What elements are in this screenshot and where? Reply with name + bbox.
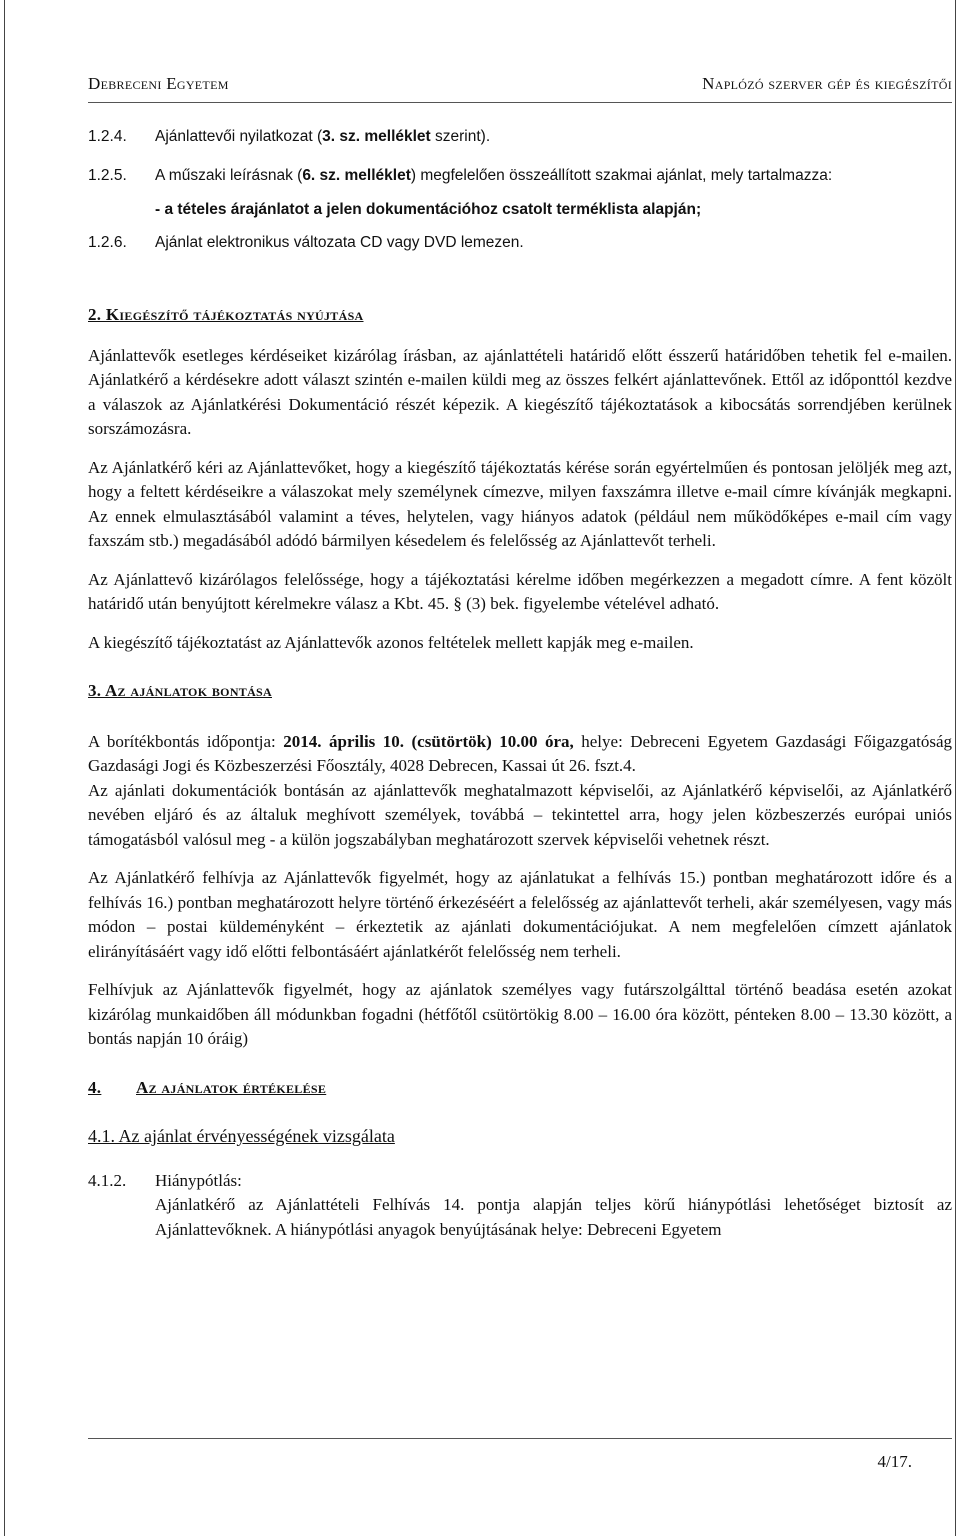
section-2-paragraph-2: Az Ajánlatkérő kéri az Ajánlattevőket, hogy a kiegészítő tájékoztatás kérése során egyértelműen és pontosan jelöljék meg azt, hogy a feltett kérdéseikre a válaszokat mely személynek címezve, milyen faxszámra illetve e-mail címre kívánják megkapni. Az ennek elmulasztásából valamint a téves, helytelen, vagy hiányos adatok (például nem működőképes e-mail cím vagy faxszám stb.) megadásából adódó bármilyen késedelem és felelősség az Ajánlattevőt terheli. [88, 457, 952, 550]
opening-location: helye: Debreceni Egyetem Gazdasági Főigazgatóság Gazdasági Jogi és Közbeszerzési Főosztály, 4028 Debrecen, Kassai út 26. fszt.4. [88, 731, 952, 775]
header-rule [88, 102, 952, 103]
list-item-4-1-2 [88, 1169, 952, 1194]
list-item-1-2-6 [88, 231, 952, 256]
sub-item-text: - a tételes árajánlatot a jelen dokumentációhoz csatolt terméklista alapján; [155, 201, 702, 218]
section-4-heading [88, 1076, 952, 1101]
item-number: 1.2.6. [88, 233, 127, 251]
item-text-bold: 3. sz. melléklet [322, 128, 431, 145]
item-text-bold: 6. sz. melléklet [302, 166, 411, 184]
item-text [155, 125, 952, 150]
sub-item-price-list [88, 198, 952, 223]
page-border-left [4, 0, 5, 1536]
section-3-heading: 3. Az ajánlatok bontása [88, 681, 272, 700]
section-2-heading: 2. Kiegészítő tájékoztatás nyújtása [88, 305, 364, 324]
list-item-1-2-5 [88, 164, 952, 189]
opening-date-label: A borítékbontás időpontja: [88, 731, 284, 751]
page-header [88, 74, 952, 94]
header-document-title: Naplózó szerver gép és kiegészítői [702, 74, 952, 93]
section-3-paragraph-3: Az Ajánlatkérő felhívja az Ajánlattevők figyelmét, hogy az ajánlatukat a felhívás 15.) pontban meghatározott időre és a felhívás 16.) pontban meghatározott helyre történő érkezéséért a felelősség az ajánlattevőt terheli, akár személyesen, vagy más módon – postai küldeményként – érkeztetik az ajánlati dokumentációjukat. A nem megfelelően címzett ajánlatok elirányításáért vagy idő előtti felbontásáért ajánlatkérőt felelősség nem terheli. [88, 868, 952, 961]
page-number: 4/17. [877, 1452, 912, 1471]
item-number: 1.2.5. [88, 166, 127, 184]
section-3-paragraph-2: Az ajánlati dokumentációk bontásán az ajánlattevők meghatalmazott képviselői, az Ajánlatkérő képviselői, az Ajánlatkérő nevében eljáró és az általuk meghívott személyek, továbbá – tekintettel arra, hogy jelen közbeszerzés európai uniós támogatásból valósul meg - a külön jogszabályban meghatározott szervek képviselői vehetnek részt. [88, 780, 952, 849]
item-label: Hiánypótlás: [155, 1170, 242, 1190]
section-3-paragraph-1 [88, 730, 952, 779]
item-text [155, 164, 952, 189]
item-number: 1.2.4. [88, 128, 127, 145]
item-text: Ajánlat elektronikus változata CD vagy DVD lemezen. [155, 233, 524, 251]
list-item-1-2-4 [88, 125, 952, 150]
item-text-post: ) megfelelően összeállított szakmai ajánlat, mely tartalmazza: [410, 166, 833, 184]
header-institution: Debreceni Egyetem [88, 74, 229, 93]
section-4-title: Az ajánlatok értékelése [136, 1077, 327, 1097]
document-body [88, 125, 952, 1242]
item-text-pre: Ajánlattevői nyilatkozat ( [155, 128, 323, 145]
section-4-number: 4. [88, 1077, 102, 1097]
page-border-right [955, 0, 956, 1536]
item-text-pre: A műszaki leírásnak ( [155, 166, 303, 184]
item-text-post: szerint). [430, 128, 491, 145]
section-2-paragraph-3: Az Ajánlattevő kizárólagos felelőssége, hogy a tájékoztatási kérelme időben megérkezzen a megadott címre. A fent közölt határidő után benyújtott kérelmekre válasz a Kbt. 45. § (3) bek. figyelembe vételével adható. [88, 569, 952, 613]
footer-rule [88, 1438, 952, 1439]
section-2-paragraph-1: Ajánlattevők esetleges kérdéseiket kizárólag írásban, az ajánlattételi határidő előtt ésszerű határidőben tehetik fel e-mailen. Ajánlatkérő a kérdésekre adott választ szintén e-mailen küldi meg az összes felkért ajánlattevőnek. Ettől az időponttól kezdve a válaszok az Ajánlatkérési Dokumentáció részét képezik. A kiegészítő tájékoztatások a kibocsátás sorrendjében kerülnek sorszámozásra. [88, 345, 952, 438]
section-2-paragraph-4: A kiegészítő tájékoztatást az Ajánlattevők azonos feltételek mellett kapják meg e-mailen. [88, 632, 694, 652]
opening-date-value: 2014. április 10. (csütörtök) 10.00 óra, [283, 731, 574, 751]
item-number: 4.1.2. [88, 1170, 127, 1190]
item-4-1-2-text: Ajánlatkérő az Ajánlattételi Felhívás 14. pontja alapján teljes körű hiánypótlási lehetőséget biztosít az Ajánlattevőknek. A hiánypótlási anyagok benyújtásának helye: Debreceni Egyetem [155, 1195, 952, 1239]
section-3-paragraph-4: Felhívjuk az Ajánlattevők figyelmét, hogy az ajánlatok személyes vagy futárszolgálttal történő beadása esetén azokat kizárólag munkaidőben áll módunkban fogadni (hétfőtől csütörtökig 8.00 – 16.00 óra között, pénteken 8.00 – 13.30 között, a bontás napján 10 óráig) [88, 980, 952, 1048]
subsection-4-1-heading: 4.1. Az ajánlat érvényességének vizsgálata [88, 1126, 395, 1146]
